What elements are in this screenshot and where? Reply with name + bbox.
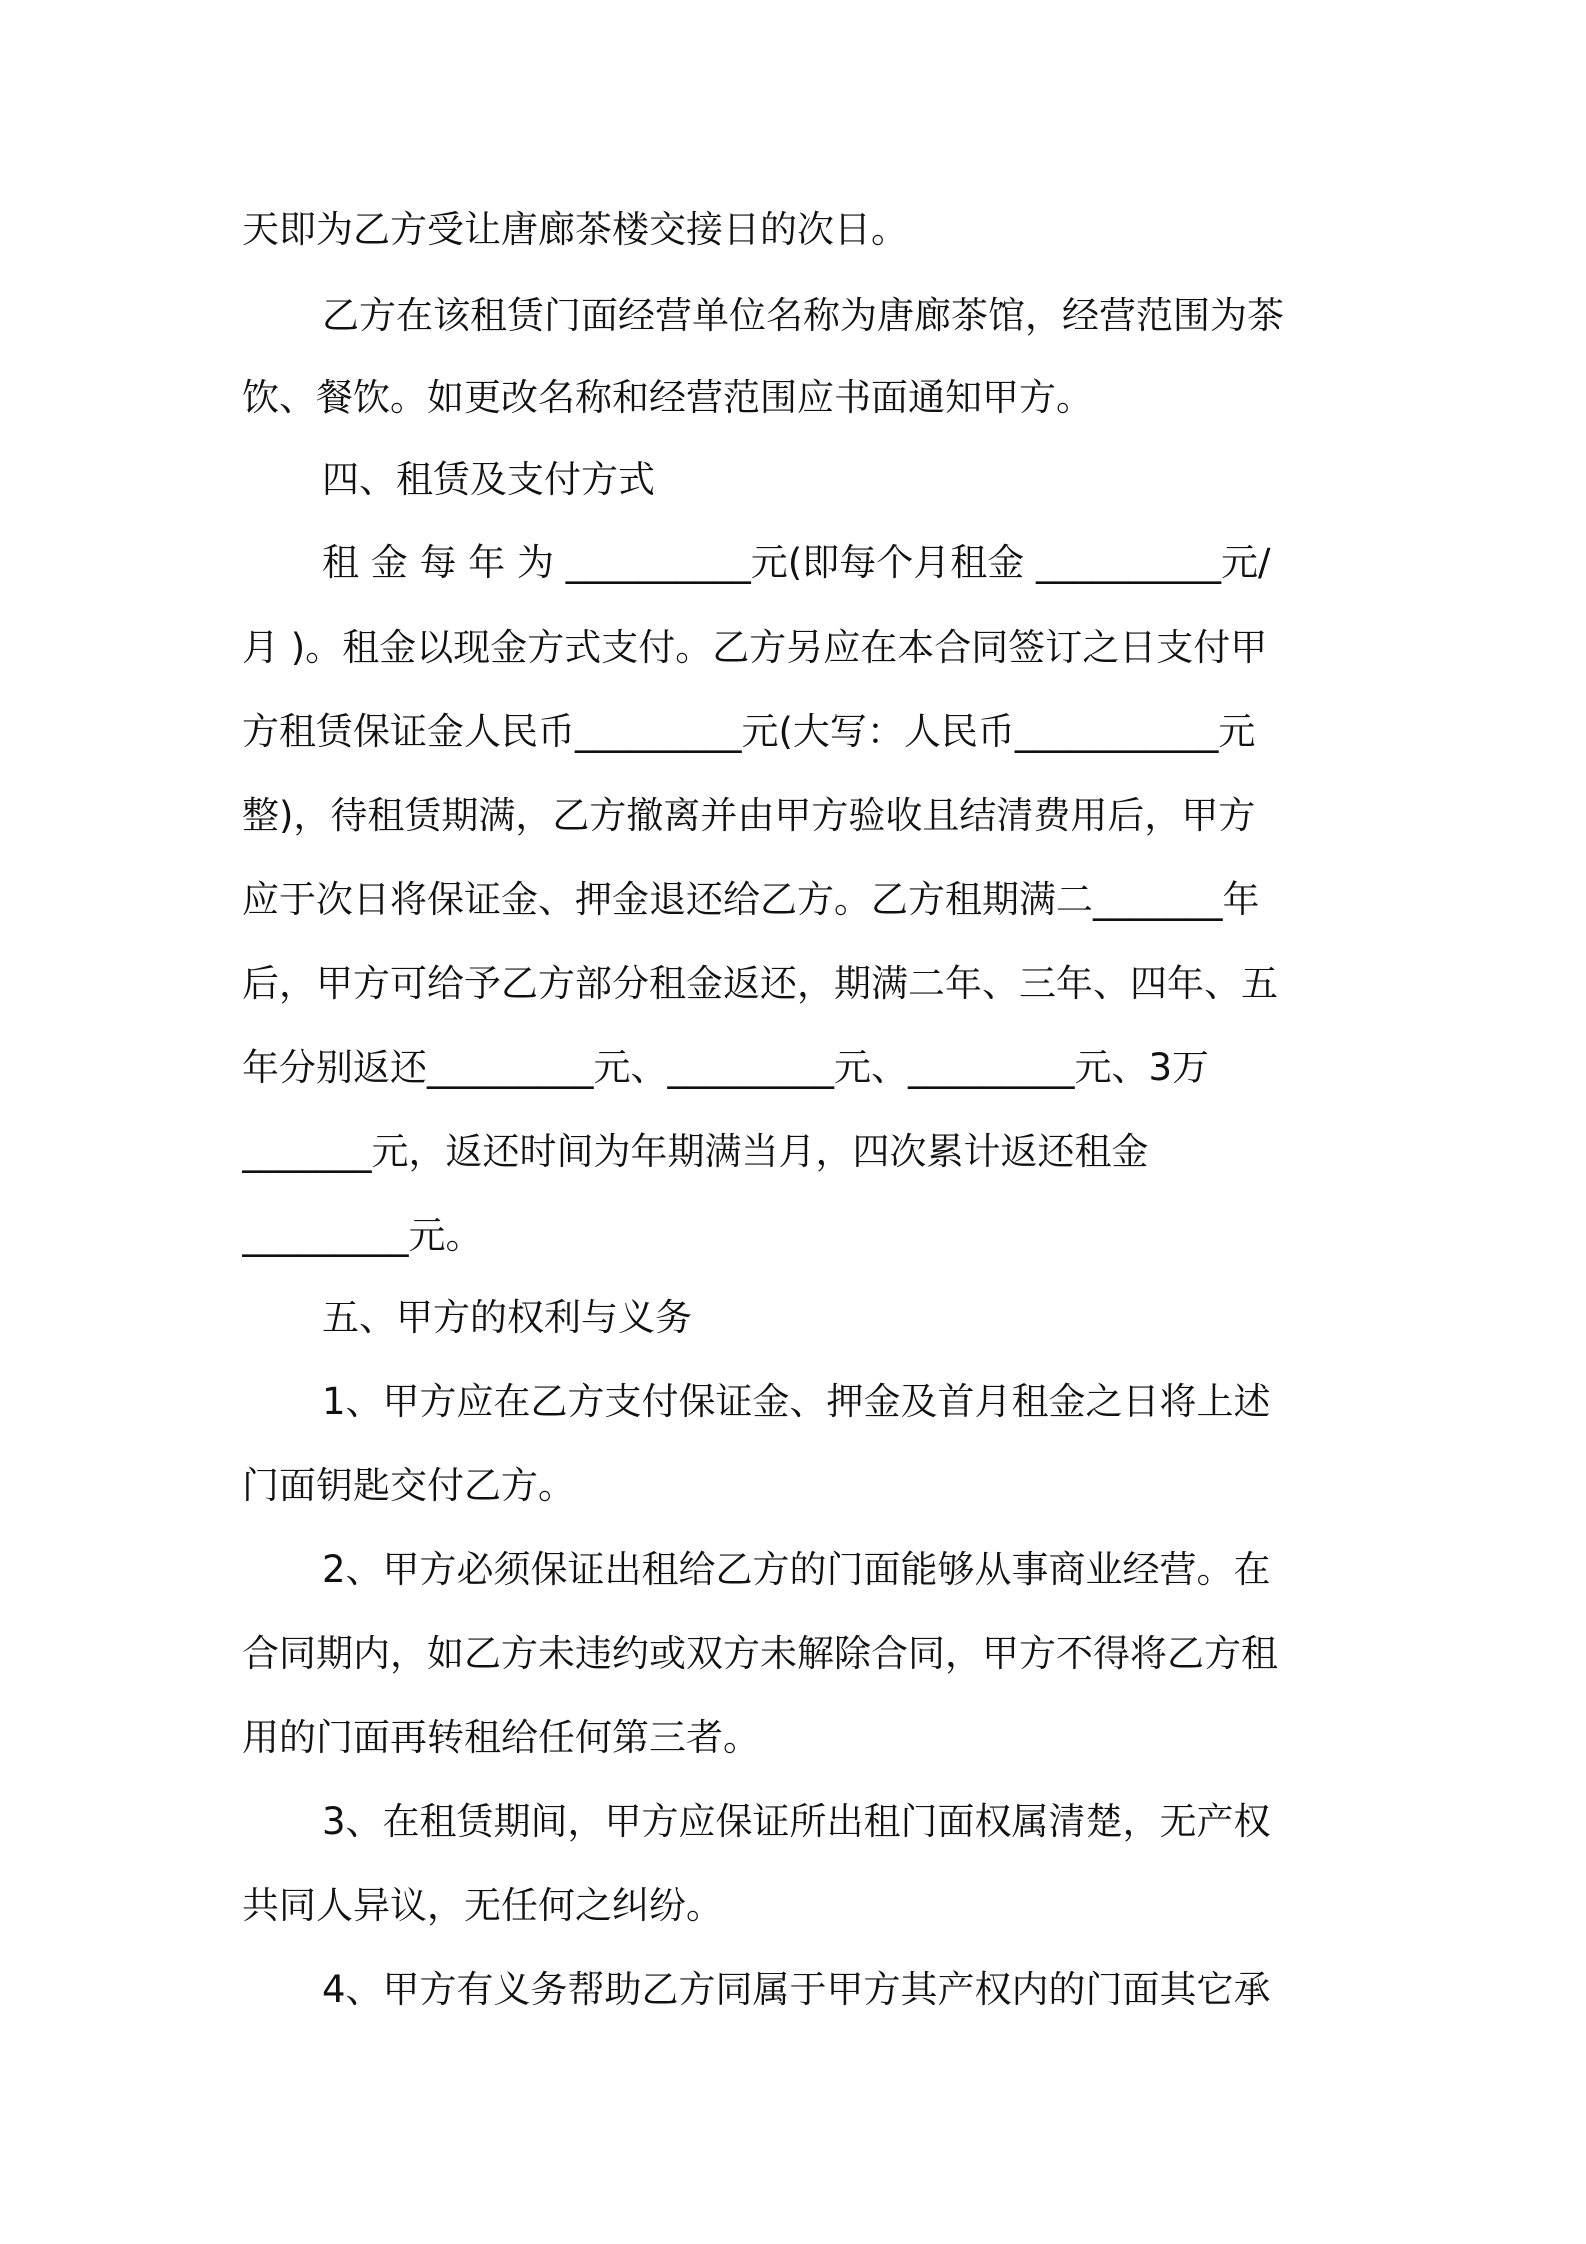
text-line: 用的门面再转租给任何第三者。 xyxy=(242,1716,760,1759)
text-line: 方租赁保证金人民币_________元(大写：人民币___________元 xyxy=(242,710,1256,753)
section-heading: 四、租赁及支付方式 xyxy=(322,458,655,501)
text-line: _______元，返还时间为年期满当月，四次累计返还租金 xyxy=(242,1130,1149,1173)
text-line: 后，甲方可给予乙方部分租金返还，期满二年、三年、四年、五 xyxy=(242,962,1278,1005)
text-line: 月 )。租金以现金方式支付。乙方另应在本合同签订之日支付甲 xyxy=(242,626,1268,669)
text-line: 租 金 每 年 为 __________元(即每个月租金 __________元/ xyxy=(322,541,1271,584)
text-line: 3、在租赁期间，甲方应保证所出租门面权属清楚，无产权 xyxy=(322,1800,1271,1843)
section-heading: 五、甲方的权利与义务 xyxy=(322,1296,692,1339)
text-line: 天即为乙方受让唐廊茶楼交接日的次日。 xyxy=(242,208,908,251)
text-line: 门面钥匙交付乙方。 xyxy=(242,1464,575,1507)
text-line: 合同期内，如乙方未违约或双方未解除合同，甲方不得将乙方租 xyxy=(242,1632,1278,1675)
text-line: 饮、餐饮。如更改名称和经营范围应书面通知甲方。 xyxy=(242,376,1093,419)
text-line: 应于次日将保证金、押金退还给乙方。乙方租期满二_______年 xyxy=(242,878,1260,921)
text-line: 整)，待租赁期满，乙方撤离并由甲方验收且结清费用后，甲方 xyxy=(242,794,1256,837)
text-line: 1、甲方应在乙方支付保证金、押金及首月租金之日将上述 xyxy=(322,1380,1271,1423)
text-line: 年分别返还_________元、_________元、_________元、3万 xyxy=(242,1046,1210,1089)
text-line: _________元。 xyxy=(242,1214,483,1257)
text-line: 乙方在该租赁门面经营单位名称为唐廊茶馆，经营范围为茶 xyxy=(322,294,1284,337)
text-line: 共同人异议，无任何之纠纷。 xyxy=(242,1884,723,1927)
text-line: 2、甲方必须保证出租给乙方的门面能够从事商业经营。在 xyxy=(322,1548,1271,1591)
text-line: 4、甲方有义务帮助乙方同属于甲方其产权内的门面其它承 xyxy=(322,1968,1271,2011)
